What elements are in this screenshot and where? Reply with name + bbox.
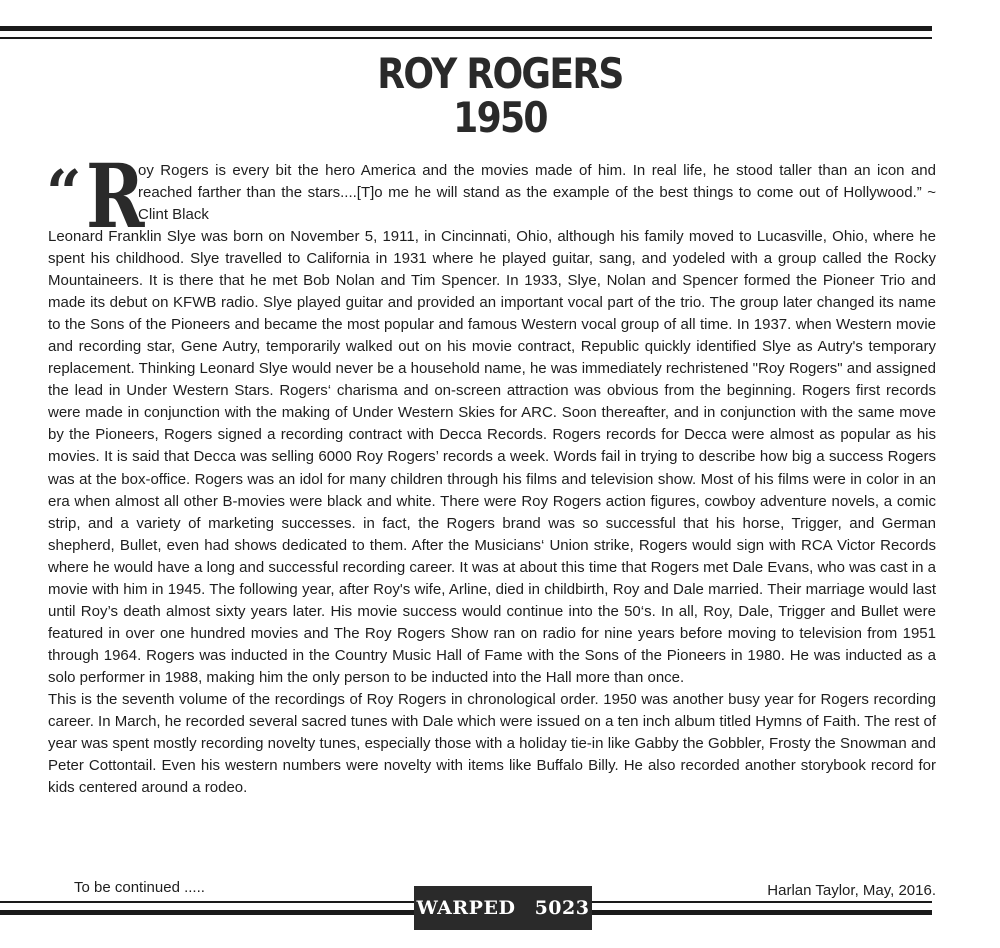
label-name: WARPED xyxy=(416,897,516,919)
catalog-badge xyxy=(414,886,592,930)
title-year: 1950 xyxy=(453,93,547,142)
page-title xyxy=(70,49,930,142)
title-name: ROY ROGERS xyxy=(377,49,623,98)
catalog-number: 5023 xyxy=(534,897,590,919)
body-paragraph-1: Leonard Franklin Slye was born on November 5, 1911, in Cincinnati, Ohio, although his family moved to Lucasville, Ohio, where he spent his childhood. Slye travelled to California in 1931 where he played guitar, sang, and yodeled with a group called the Rocky Mountaineers. It is there that he met Bob Nolan and Tim Spencer. In 1933, Slye, Nolan and Spencer formed the Pioneer Trio and made its debut on KFWB radio. Slye played guitar and provided an important vocal part of the trio. The group later changed its name to the Sons of the Pioneers and became the most popular and famous Western vocal group of all time. In 1937. when Western movie and recording star, Gene Autry, temporarily walked out on his movie contract, Republic quickly identified Slye as Autry's temporary replacement. Thinking Leonard Slye would never be a household name, he was immediately rechristened "Roy Rogers" and assigned the lead in Under Western Stars. Rogers‘ charisma and on-screen attraction was obvious from the beginning. Rogers first records were made in conjunction with the making of Under Western Skies for ARC. Soon thereafter, and in conjunction with the same move by the Pioneers, Rogers signed a recording contract with Decca Records. Rogers records for Decca were almost as popular as his movies. It is said that Decca was selling 6000 Roy Rogers’ records a week. Words fail in trying to describe how big a success Rogers was at the box-office. Rogers was an idol for many children through his films and television show. Most of his films were in color in an era when almost all other B-movies were black and white. There were Roy Rogers action figures, cowboy adventure novels, a comic strip, and a variety of marketing successes. in fact, the Rogers brand was so successful that his horse, Trigger, and German shepherd, Bullet, even had shows dedicated to them. After the Musicians‘ Union strike, Rogers would sign with RCA Victor Records where he would have a long and successful recording career. It was at about this time that Rogers met Dale Evans, who was cast in a movie with him in 1945. The following year, after Roy's wife, Arline, died in childbirth, Roy and Dale married. Their marriage would last until Roy’s death almost sixty years later. His movie success would continue into the 50‘s. In all, Roy, Dale, Trigger and Bullet were featured in over one hundred movies and The Roy Rogers Show ran on radio for nine years before moving to television from 1951 through 1964. Rogers was inducted in the Country Music Hall of Fame with the Sons of the Pioneers in 1980. He was inducted as a solo performer in 1988, making him the only person to be inducted into the Hall more than once. xyxy=(48,228,936,686)
opening-quote xyxy=(46,144,936,248)
quote-text: oy Rogers is every bit the hero America and the movies made of him. In real life, he stood taller than an icon and reached farther than the stars....[T]o me he will stand as the example of the best things to come out of Hollywood.” ~ Clint Black xyxy=(138,162,936,223)
quote-mark: “ xyxy=(46,156,82,229)
drop-cap: R xyxy=(86,144,145,248)
top-rule-thick xyxy=(0,26,932,31)
top-rule-thin xyxy=(0,37,932,39)
liner-notes-body xyxy=(48,226,936,799)
author-signature: Harlan Taylor, May, 2016. xyxy=(767,882,936,899)
to-be-continued: To be continued ..... xyxy=(74,879,205,896)
body-paragraph-2: This is the seventh volume of the recordings of Roy Rogers in chronological order. 1950 was another busy year for Rogers recording career. In March, he recorded several sacred tunes with Dale which were issued on a ten inch album titled Hymns of Faith. The rest of year was spent mostly recording novelty tunes, especially those with a holiday tie-in like Gabby the Gobbler, Frosty the Snowman and Peter Cottontail. Even his western numbers were novelty with items like Buffalo Billy. He also recorded another storybook record for kids centered around a rodeo. xyxy=(48,690,936,797)
